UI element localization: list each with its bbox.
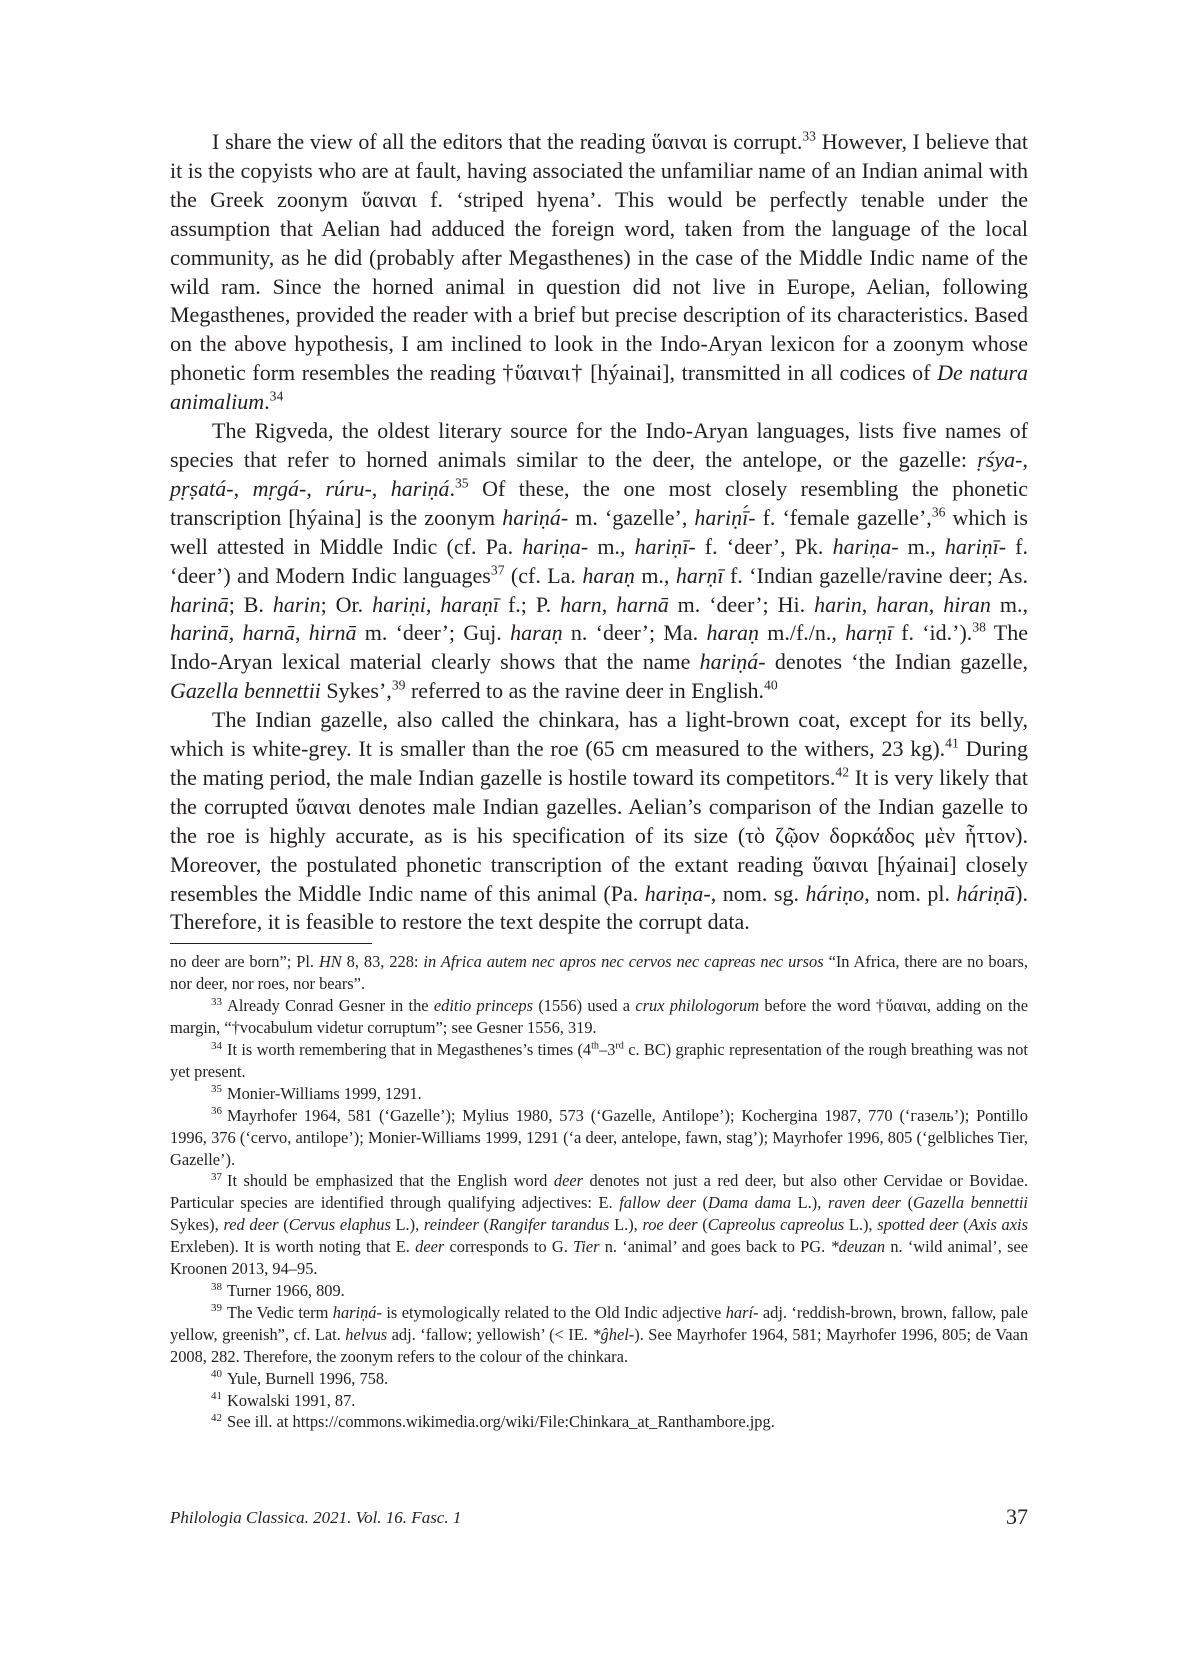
footnote-separator bbox=[170, 943, 372, 944]
footnote bbox=[170, 1280, 1028, 1302]
italic-text: hariṇá- bbox=[699, 649, 766, 675]
text-run: m. ‘gazelle’, bbox=[568, 504, 695, 530]
text-run: , bbox=[306, 475, 326, 501]
text-run: m., bbox=[990, 591, 1028, 617]
page-footer bbox=[170, 1504, 1028, 1534]
text-run: m. ‘deer’; Guj. bbox=[356, 620, 511, 646]
footnote bbox=[170, 1170, 1028, 1280]
text-run: Of these, the one most closely resembling the phonetic transcription [hýaina] is the zoonym bbox=[170, 475, 1029, 530]
text-run: However, I believe that it is the copyists who are at fault, having associated the unfamiliar name of an Indian animal with the Greek zoonym ὕαιναι f. ‘striped hyena’. This would be perfectly tenable under the assumption that Aelian had adduced the foreign word, taken from the language of the local community, as he did (probably after Megasthenes) in the case of the Middle Indic name of the wild ram. Since the horned animal in question did not live in Europe, Aelian, following Megasthenes, provided the reader with a brief but precise description of its characteristics. Based on the above hypothesis, I am inclined to look in the Indo-Aryan lexicon for a zoonym whose phonetic form resembles the reading †ὕαιναι† [hýainai], transmitted in all codices of bbox=[170, 129, 1028, 386]
text-run: . bbox=[264, 389, 270, 415]
paragraph bbox=[170, 706, 1028, 937]
page-number: 37 bbox=[1006, 1504, 1028, 1529]
text-run: before the word †ὕαιναι, adding on the margin, “†vocabulum videtur corruptum”; see Gesner 1556, 319. bbox=[170, 996, 1028, 1038]
text-run: c. BC) graphic representation of the rough breathing was not yet present. bbox=[170, 1040, 1028, 1081]
italic-text: harṇī bbox=[845, 620, 893, 646]
text-run: Sykes’, bbox=[320, 678, 392, 704]
text-run: m., bbox=[588, 533, 635, 559]
italic-text: harṇī bbox=[675, 562, 724, 588]
superscript: 38 bbox=[972, 620, 986, 636]
text-run: ; Or. bbox=[320, 591, 373, 617]
text-run: It is worth remembering that in Megasthenes’s times (4 bbox=[227, 1040, 592, 1059]
footnote-number: 33 bbox=[211, 995, 222, 1008]
text-run: The Rigveda, the oldest literary source for the Indo-Aryan languages, lists five names of species that refer to horned animals similar to the deer, the antelope, or the gazelle: bbox=[170, 418, 1028, 472]
text-run: , bbox=[601, 591, 617, 617]
text-run: m. ‘deer’; Hi. bbox=[668, 591, 815, 617]
italic-text: Gazella bennettii bbox=[913, 1193, 1028, 1213]
italic-text: Rangifer tarandus bbox=[489, 1215, 610, 1235]
italic-text: harin bbox=[814, 591, 862, 617]
italic-text: crux philologorum bbox=[635, 996, 760, 1016]
italic-text: harnā bbox=[242, 620, 296, 646]
text-run: It is very likely that the corrupted ὕαιναι denotes male Indian gazelles. Aelian’s comparison of the Indian gazelle to the roe is highly accurate, as is his specification of its size (τὸ ζῷον δορκάδος μὲν ἧττον). Moreover, the postulated phonetic transcription of the extant reading ὕαιναι [hýainai] closely resembles the Middle Indic name of this animal (Pa. bbox=[170, 764, 1028, 906]
text-run: (cf. La. bbox=[504, 562, 583, 588]
italic-text: harn bbox=[560, 591, 602, 617]
italic-text: Axis axis bbox=[968, 1215, 1028, 1235]
italic-text: hariṇá bbox=[390, 475, 450, 501]
body-text bbox=[170, 128, 1028, 937]
superscript: 37 bbox=[490, 562, 505, 578]
journal-citation: Philologia Classica. 2021. Vol. 16. Fasc. 1 bbox=[170, 1508, 462, 1527]
text-run: Turner 1966, 809. bbox=[227, 1280, 345, 1300]
italic-text: hariṇa- bbox=[644, 880, 711, 906]
paragraph bbox=[170, 417, 1028, 706]
footnote-continuation bbox=[170, 951, 1028, 995]
text-run: 8, 83, 228: bbox=[341, 952, 424, 972]
footnote-number: 42 bbox=[211, 1411, 222, 1424]
superscript: th bbox=[591, 1040, 600, 1052]
italic-text: harinā bbox=[170, 591, 229, 617]
italic-text: mṛgá- bbox=[252, 475, 307, 501]
italic-text: hariṇá- bbox=[502, 504, 569, 530]
text-run: , bbox=[228, 620, 243, 646]
footnote bbox=[170, 1368, 1028, 1390]
footnote-number: 38 bbox=[211, 1280, 222, 1293]
italic-text: ṛśya- bbox=[977, 446, 1023, 472]
text-run: ( bbox=[478, 1215, 490, 1235]
text-run: , bbox=[861, 591, 877, 617]
text-run: , bbox=[233, 475, 253, 501]
italic-text: hariṇá- bbox=[332, 1302, 382, 1322]
text-run: , bbox=[295, 620, 309, 646]
italic-text: deer bbox=[415, 1237, 445, 1257]
text-run: , nom. pl. bbox=[864, 880, 957, 906]
text-run: corresponds to G. bbox=[444, 1237, 574, 1257]
text-run: f. ‘id.’). bbox=[892, 620, 973, 646]
italic-text: harnā bbox=[616, 591, 669, 617]
footnote bbox=[170, 1411, 1028, 1433]
italic-text: fallow deer bbox=[619, 1193, 696, 1213]
footnote-number: 34 bbox=[211, 1039, 222, 1052]
text-run: Yule, Burnell 1996, 758. bbox=[227, 1368, 389, 1388]
footnote bbox=[170, 1039, 1028, 1083]
superscript: 35 bbox=[454, 475, 469, 491]
text-run: ( bbox=[695, 1193, 708, 1213]
italic-text: hariṇī́- bbox=[694, 504, 756, 530]
italic-text: hariṇa- bbox=[522, 533, 589, 559]
italic-text: hariṇa- bbox=[832, 533, 899, 559]
italic-text: rúru- bbox=[325, 475, 372, 501]
footnotes bbox=[170, 951, 1028, 1433]
italic-text: Capreolus capreolus bbox=[707, 1215, 845, 1235]
text-run: f. ‘Indian gazelle/ravine deer; As. bbox=[723, 562, 1028, 588]
footnote-number: 41 bbox=[211, 1390, 222, 1403]
text-run: , bbox=[928, 591, 944, 617]
text-run: Already Conrad Gesner in the bbox=[227, 996, 434, 1016]
text-run: L.), bbox=[791, 1193, 828, 1213]
text-run: , bbox=[1022, 446, 1028, 472]
text-run: –3 bbox=[599, 1040, 616, 1059]
italic-text: Dama dama bbox=[707, 1193, 792, 1213]
superscript: 41 bbox=[945, 735, 959, 751]
italic-text: roe deer bbox=[642, 1215, 698, 1235]
text-run: , bbox=[371, 475, 391, 501]
italic-text: haraṇ bbox=[706, 620, 759, 646]
text-run: f.; P. bbox=[499, 591, 561, 617]
text-run: ( bbox=[697, 1215, 708, 1235]
italic-text: De natura animalium bbox=[170, 360, 1029, 415]
text-run: adj. ‘reddish-brown, brown, fallow, pale yellow, greenish”, cf. Lat. bbox=[170, 1302, 1028, 1344]
italic-text: helvus bbox=[345, 1324, 388, 1344]
superscript: rd bbox=[615, 1040, 624, 1052]
italic-text: in Africa autem nec apros nec cervos nec capreas nec ursos bbox=[423, 952, 824, 972]
text-run: ( bbox=[278, 1215, 289, 1235]
italic-text: Tier bbox=[573, 1237, 600, 1257]
italic-text: reindeer bbox=[423, 1215, 479, 1235]
italic-text: harinā bbox=[170, 620, 229, 646]
text-run: It should be emphasized that the English word bbox=[227, 1171, 554, 1191]
text-run: m./f./n., bbox=[759, 620, 846, 646]
italic-text: haran bbox=[876, 591, 929, 617]
italic-text: hiran bbox=[943, 591, 991, 617]
italic-text: Cervus elaphus bbox=[288, 1215, 391, 1235]
superscript: 33 bbox=[802, 128, 816, 144]
text-run: L.), bbox=[844, 1215, 878, 1235]
text-run: Mayrhofer 1964, 581 (‘Gazelle’); Mylius 1980, 573 (‘Gazelle, Antilope’); Kochergina 1987, 770 (‘газель’); Pontillo 1996, 376 (‘cervo, antilope’); Monier-Williams 1999, 1291 (‘a deer, antelope, fawn, stag’); Mayrhofer 1996, 805 (‘gelbliches Tier, Gazelle’). bbox=[170, 1105, 1028, 1169]
italic-text: hirnā bbox=[308, 620, 357, 646]
footnote-number: 39 bbox=[211, 1302, 222, 1315]
text-run: Erxleben). It is worth noting that E. bbox=[170, 1237, 416, 1257]
italic-text: deer bbox=[553, 1171, 583, 1191]
footnote bbox=[170, 1083, 1028, 1105]
footnote-number: 40 bbox=[211, 1368, 222, 1381]
text-run: no deer are born”; Pl. bbox=[170, 952, 319, 972]
footnote bbox=[170, 1105, 1028, 1171]
text-run: The Vedic term bbox=[227, 1302, 333, 1322]
footnote bbox=[170, 995, 1028, 1039]
text-run: is etymologically related to the Old Indic adjective bbox=[381, 1302, 726, 1322]
text-run: referred to as the ravine deer in English. bbox=[405, 678, 765, 704]
italic-text: *ĝhel- bbox=[592, 1324, 635, 1344]
text-run: (1556) used a bbox=[533, 996, 636, 1016]
italic-text: *deuzan bbox=[830, 1237, 886, 1257]
italic-text: háriṇo bbox=[805, 880, 865, 906]
text-run: ( bbox=[958, 1215, 969, 1235]
italic-text: hariṇī- bbox=[634, 533, 696, 559]
text-run: The Indo-Aryan lexical material clearly shows that the name bbox=[170, 620, 1029, 675]
text-run: , bbox=[425, 591, 441, 617]
text-run: The Indian gazelle, also called the chinkara, has a light-brown coat, except for its belly, which is white-grey. It is smaller than the roe (65 cm measured to the withers, 23 kg). bbox=[170, 707, 1028, 762]
superscript: 39 bbox=[391, 677, 406, 693]
superscript: 40 bbox=[764, 677, 778, 693]
italic-text: hariṇī- bbox=[944, 533, 1007, 559]
italic-text: háriṇā bbox=[956, 880, 1016, 906]
text-run: m., bbox=[634, 562, 676, 588]
paragraph bbox=[170, 128, 1028, 417]
text-run: Kowalski 1991, 87. bbox=[227, 1390, 356, 1410]
text-run: ). See Mayrhofer 1964, 581; Mayrhofer 1996, 805; de Vaan 2008, 282. Therefore, the zoonym refers to the colour of the chinkara. bbox=[170, 1324, 1029, 1366]
text-run: denotes not just a red deer, but also other Cervidae or Bovidae. Particular species are identified through qualifying adjectives: E. bbox=[170, 1171, 1028, 1213]
text-run: Sykes), bbox=[170, 1215, 224, 1235]
text-run: f. ‘deer’, Pk. bbox=[695, 533, 833, 559]
italic-text: spotted deer bbox=[877, 1215, 959, 1235]
italic-text: red deer bbox=[223, 1215, 279, 1235]
italic-text: harí- bbox=[725, 1302, 759, 1322]
footnote bbox=[170, 1302, 1028, 1368]
text-run: which is well attested in Middle Indic (cf. Pa. bbox=[170, 504, 1028, 559]
superscript: 42 bbox=[835, 764, 850, 780]
footnote-number: 36 bbox=[211, 1105, 222, 1118]
text-run: n. ‘animal’ and goes back to PG. bbox=[599, 1237, 831, 1257]
footnote bbox=[170, 1390, 1028, 1412]
italic-text: pṛṣatá- bbox=[170, 475, 234, 501]
footnote-number: 37 bbox=[211, 1170, 222, 1183]
text-run: f. ‘female gazelle’, bbox=[755, 504, 932, 530]
text-run: . bbox=[449, 475, 455, 501]
text-run: During the mating period, the male Indian gazelle is hostile toward its competitors. bbox=[170, 736, 1029, 790]
superscript: 34 bbox=[269, 388, 284, 404]
text-run: f. ‘deer’) and Modern Indic languages bbox=[170, 533, 1028, 588]
text-run: n. ‘deer’; Ma. bbox=[562, 620, 707, 646]
text-run: , nom. sg. bbox=[710, 880, 806, 906]
text-run: adj. ‘fallow; yellowish’ (< IE. bbox=[387, 1324, 593, 1344]
italic-text: haraṇ bbox=[510, 620, 563, 646]
italic-text: editio princeps bbox=[433, 996, 533, 1016]
text-run: L.), bbox=[609, 1215, 643, 1235]
text-run: See ill. at https://commons.wikimedia.org/wiki/File:Chinkara_at_Ranthambore.jpg. bbox=[227, 1412, 775, 1432]
text-run: n. ‘wild animal’, see Kroonen 2013, 94–95. bbox=[170, 1237, 1028, 1279]
text-run: Monier-Williams 1999, 1291. bbox=[227, 1083, 422, 1103]
italic-text: raven deer bbox=[827, 1193, 901, 1213]
italic-text: haraṇī bbox=[440, 591, 500, 617]
text-run: ( bbox=[900, 1193, 914, 1213]
italic-text: hariṇi bbox=[372, 591, 426, 617]
italic-text: Gazella bennettii bbox=[170, 678, 321, 704]
text-run: I share the view of all the editors that the reading ὕαιναι is corrupt. bbox=[212, 129, 803, 154]
page-content bbox=[170, 128, 1028, 1433]
italic-text: haraṇ bbox=[582, 562, 635, 588]
text-run: “In Africa, there are no boars, nor deer, nor roes, nor bears”. bbox=[170, 952, 1029, 994]
text-run: L.), bbox=[390, 1215, 424, 1235]
text-run: m., bbox=[898, 533, 945, 559]
italic-text: harin bbox=[272, 591, 321, 617]
superscript: 36 bbox=[931, 504, 946, 520]
text-run: ; B. bbox=[228, 591, 273, 617]
text-run: ). Therefore, it is feasible to restore the text despite the corrupt data. bbox=[170, 880, 1028, 935]
italic-text: HN bbox=[318, 952, 342, 972]
text-run: denotes ‘the Indian gazelle, bbox=[765, 649, 1028, 675]
footnote-number: 35 bbox=[211, 1083, 222, 1096]
